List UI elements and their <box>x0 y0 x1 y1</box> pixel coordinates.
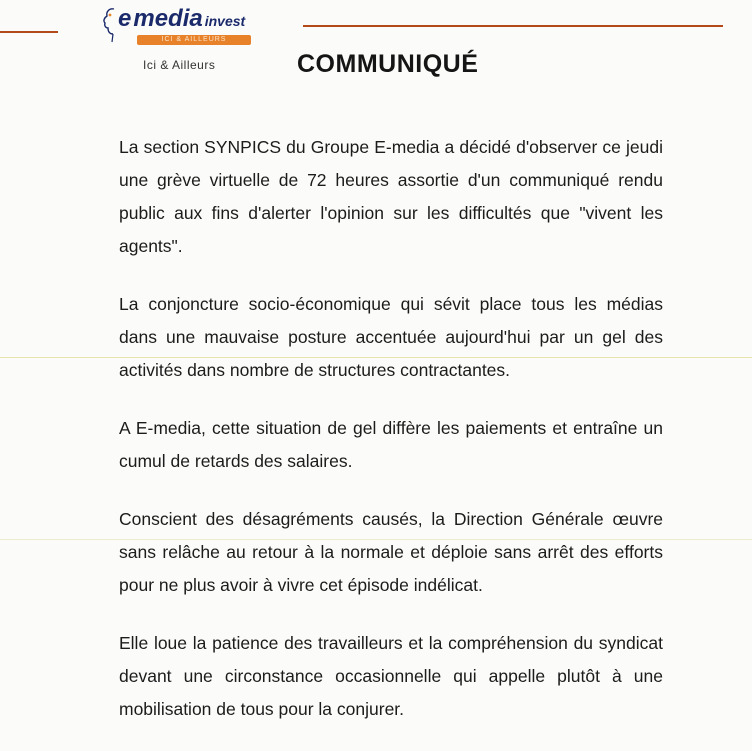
logo-invest: invest <box>204 13 246 29</box>
page-title: COMMUNIQUÉ <box>297 50 479 78</box>
paragraph-4: Conscient des désagréments causés, la Direction Générale œuvre sans relâche au retour à la normale et déploie sans arrêt des efforts pour ne plus avoir à vivre cet épisode indélicat. <box>119 509 663 595</box>
header-rule-left <box>0 31 58 33</box>
paragraph-3: A E-media, cette situation de gel diffère les paiements et entraîne un cumul de retards des salaires. <box>119 418 663 471</box>
paragraph-1: La section SYNPICS du Groupe E-media a décidé d'observer ce jeudi une grève virtuelle de 72 heures assortie d'un communiqué rendu public aux fins d'alerter l'opinion sur les difficultés que "vivent les agents". <box>119 137 663 256</box>
paragraph-5: Elle loue la patience des travailleurs et la compréhension du syndicat devant une circonstance occasionnelle qui appelle plutôt à une mobilisation de tous pour la conjurer. <box>119 633 663 719</box>
paragraph-2: La conjoncture socio-économique qui sévit place tous les médias dans une mauvaise posture accentuée aujourd'hui par un gel des activités dans nombre de structures contractantes. <box>119 294 663 380</box>
header-rule-right <box>303 25 723 27</box>
emedia-logo <box>100 4 260 74</box>
logo-tagline: Ici & Ailleurs <box>143 58 216 72</box>
logo-e: e <box>118 5 132 32</box>
logo-wordmark <box>118 7 245 31</box>
logo-stripe: ICI & AILLEURS <box>137 35 251 45</box>
logo-media: media <box>133 5 203 32</box>
communique-body <box>119 131 663 751</box>
